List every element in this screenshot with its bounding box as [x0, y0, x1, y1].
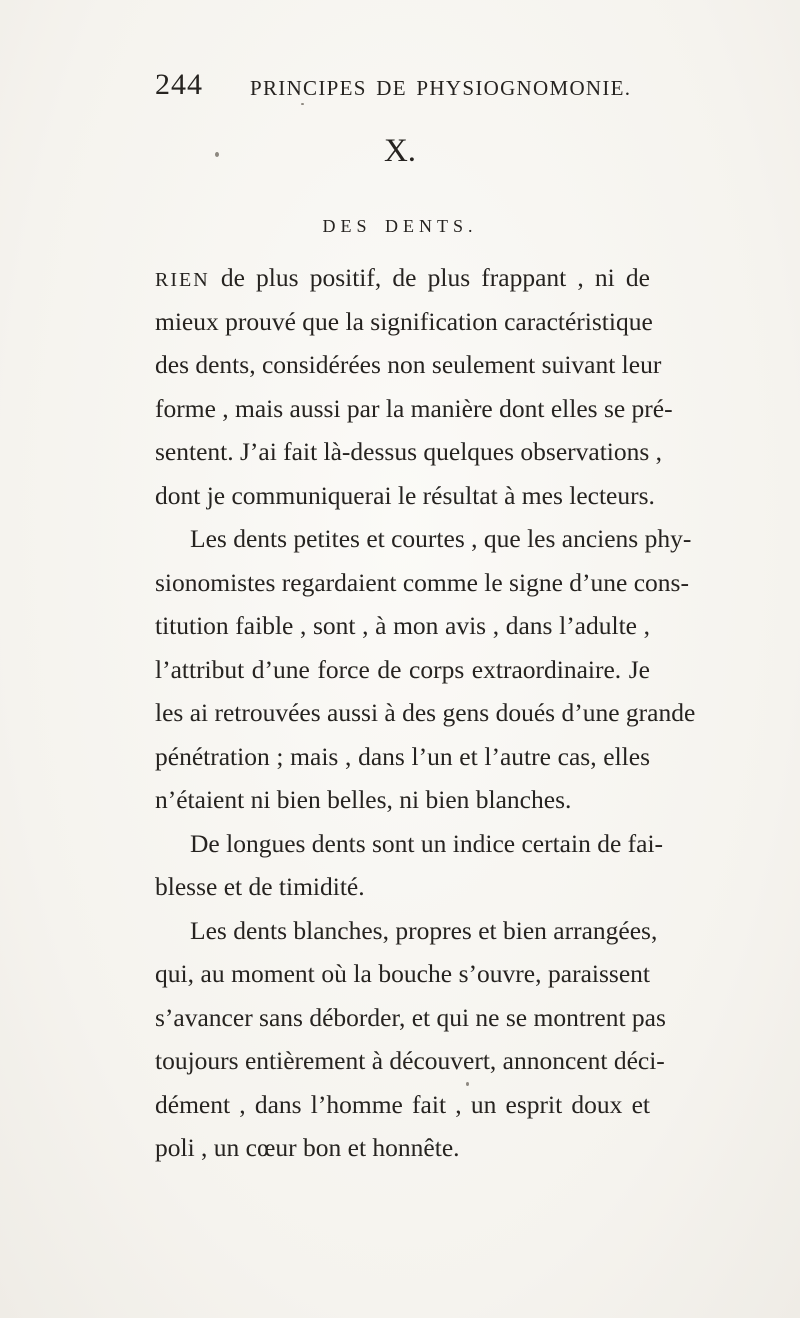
text-line: forme , mais aussi par la manière dont elles se pré- — [155, 393, 673, 423]
text-line: les ai retrouvées aussi à des gens doués d’une grande — [155, 698, 696, 727]
section-title: DES DENTS. — [322, 216, 478, 236]
paper-speck — [301, 103, 304, 105]
text-line: dément , dans l’homme fait , un esprit doux et — [155, 1089, 650, 1119]
text-line: qui, au moment où la bouche s’ouvre, paraissent — [155, 959, 650, 988]
text-line: l’attribut d’une force de corps extraordinaire. Je — [155, 654, 650, 684]
paper-speck — [215, 152, 219, 157]
line-text: de plus positif, de plus frappant , ni de — [209, 263, 650, 292]
text-line: des dents, considérées non seulement suivant leur — [155, 350, 662, 379]
paper-speck — [466, 1082, 469, 1086]
text-line: s’avancer sans déborder, et qui ne se montrent pas — [155, 1002, 666, 1032]
text-line: sentent. J’ai fait là-dessus quelques observations , — [155, 437, 663, 466]
page-number: 244 — [155, 68, 203, 101]
text-line: dont je communiquerai le résultat à mes lecteurs. — [155, 480, 655, 510]
text-line: pénétration ; mais , dans l’un et l’autre cas, elles — [155, 741, 650, 771]
running-title: PRINCIPES DE PHYSIOGNOMONIE. — [250, 76, 632, 100]
text-line: titution faible , sont , à mon avis , dans l’adulte , — [155, 611, 650, 640]
text-line: toujours entièrement à découvert, annoncent déci- — [155, 1046, 665, 1075]
text-line: n’étaient ni bien belles, ni bien blanches. — [155, 785, 572, 814]
text-line: sionomistes regardaient comme le signe d’une cons- — [155, 567, 689, 597]
text-line: mieux prouvé que la signification caractéristique — [155, 306, 653, 336]
page-header — [0, 68, 800, 108]
text-line: blesse et de timidité. — [155, 872, 365, 901]
text-line — [155, 256, 650, 300]
text-line: Les dents petites et courtes , que les anciens phy- — [190, 524, 692, 553]
chapter-number: X. — [383, 133, 417, 169]
drop-word: RIEN — [155, 269, 210, 291]
text-line: poli , un cœur bon et honnête. — [155, 1133, 460, 1162]
text-line: De longues dents sont un indice certain de fai- — [190, 828, 664, 858]
text-line: Les dents blanches, propres et bien arrangées, — [190, 915, 658, 945]
body-text — [155, 256, 696, 1170]
